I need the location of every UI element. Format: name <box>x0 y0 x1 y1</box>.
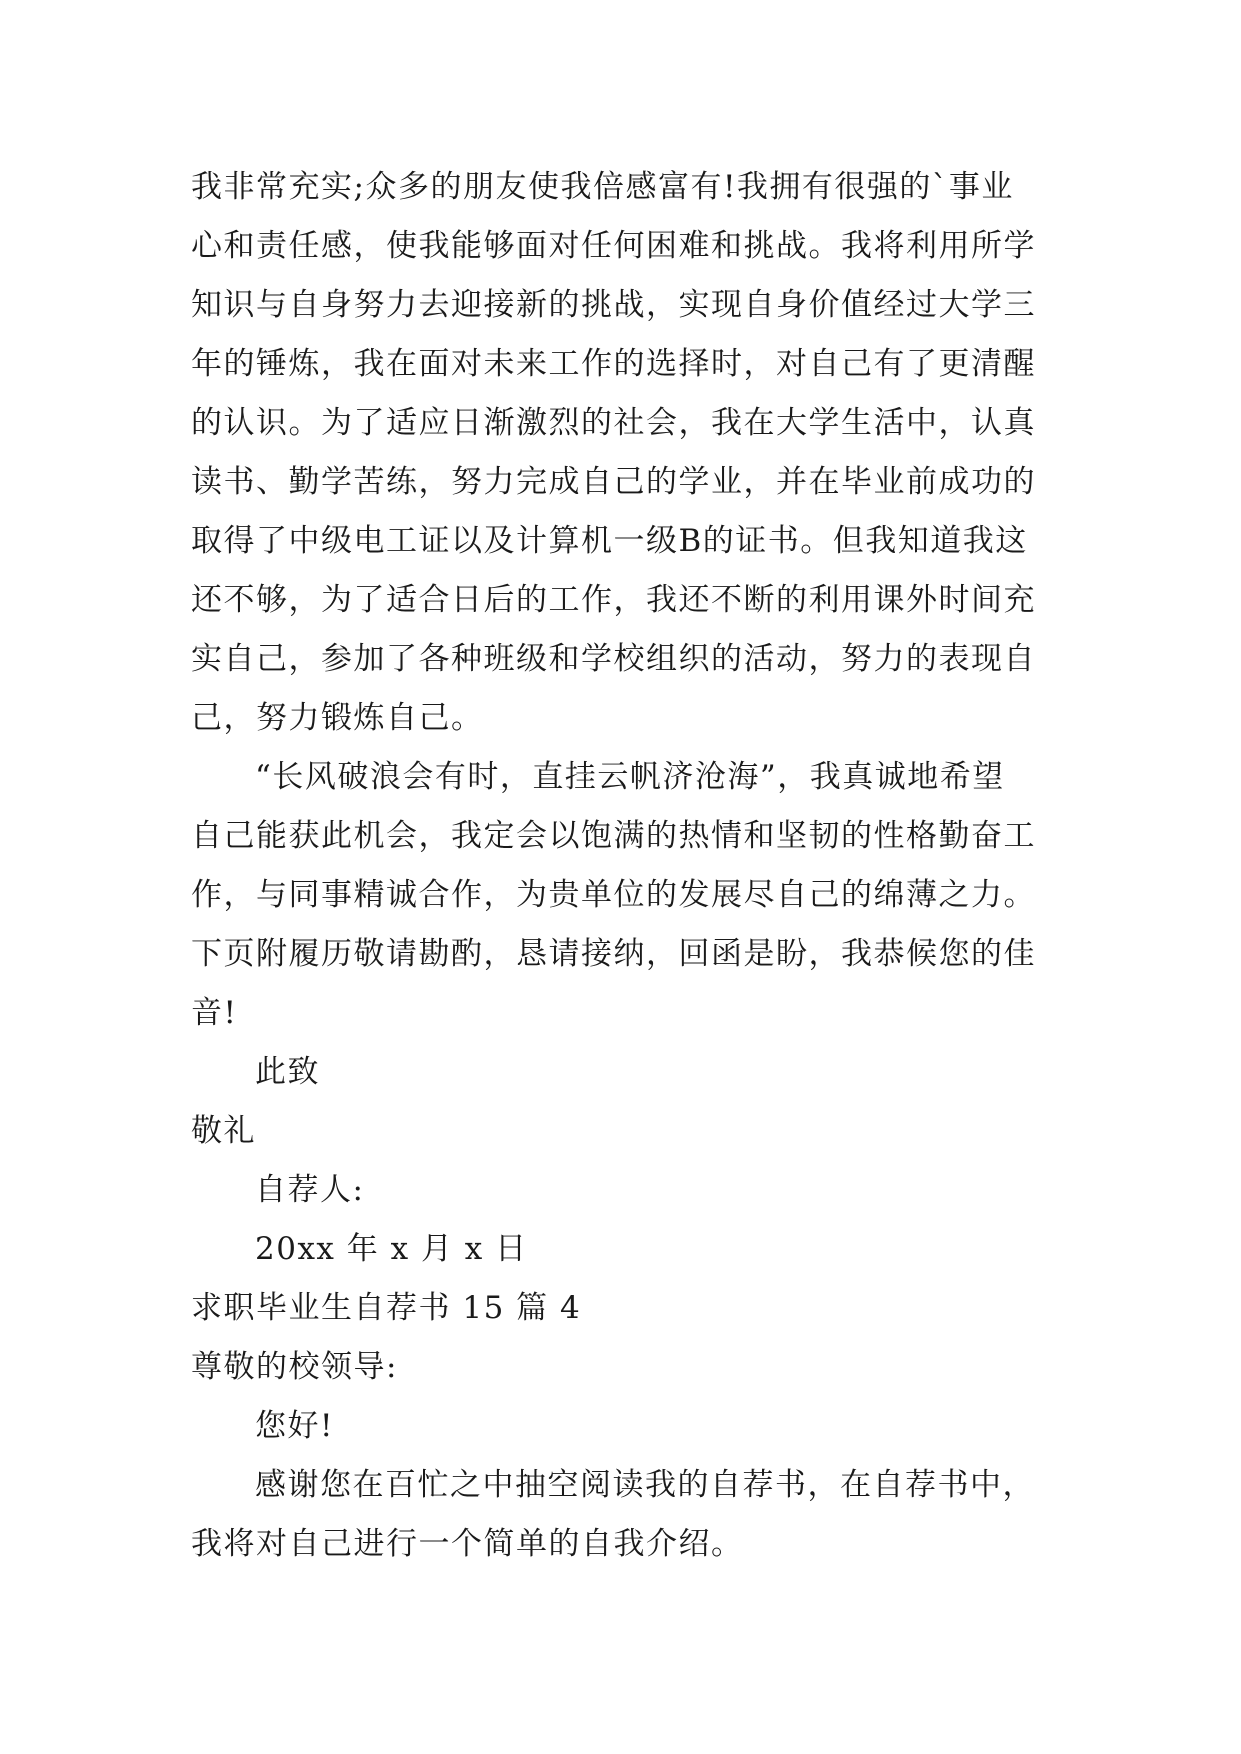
salute-line: 敬礼 <box>191 1113 256 1149</box>
paragraph-line: 感谢您在百忙之中抽空阅读我的自荐书，在自荐书中， <box>255 1467 1035 1503</box>
date-line: 20xx 年 x 月 x 日 <box>255 1231 528 1267</box>
paragraph-line: 作，与同事精诚合作，为贵单位的发展尽自己的绵薄之力。 <box>191 877 1036 913</box>
paragraph-line: 我非常充实;众多的朋友使我倍感富有!我拥有很强的`事业 <box>191 169 1014 205</box>
paragraph-line: 的认识。为了适应日渐激烈的社会，我在大学生活中，认真 <box>191 405 1036 441</box>
paragraph-line: 实自己，参加了各种班级和学校组织的活动，努力的表现自 <box>191 641 1036 677</box>
section-title: 求职毕业生自荐书 15 篇 4 <box>191 1290 582 1326</box>
paragraph-line: 我将对自己进行一个简单的自我介绍。 <box>191 1526 744 1562</box>
paragraph-line: 取得了中级电工证以及计算机一级B的证书。但我知道我这 <box>191 523 1028 559</box>
closing-line: 此致 <box>255 1054 320 1090</box>
document-body <box>191 158 1071 1574</box>
hello-line: 您好! <box>255 1408 334 1444</box>
paragraph-line: 还不够，为了适合日后的工作，我还不断的利用课外时间充 <box>191 582 1036 618</box>
greeting-line: 尊敬的校领导: <box>191 1349 398 1385</box>
signer-line: 自荐人: <box>255 1172 365 1208</box>
paragraph-line: 自己能获此机会，我定会以饱满的热情和坚韧的性格勤奋工 <box>191 818 1036 854</box>
paragraph-line: 年的锤炼，我在面对未来工作的选择时，对自己有了更清醒 <box>191 346 1036 382</box>
paragraph-line: “长风破浪会有时，直挂云帆济沧海”，我真诚地希望 <box>255 759 1005 795</box>
paragraph-line: 读书、勤学苦练，努力完成自己的学业，并在毕业前成功的 <box>191 464 1036 500</box>
paragraph-line: 音! <box>191 995 238 1031</box>
paragraph-line: 知识与自身努力去迎接新的挑战，实现自身价值经过大学三 <box>191 287 1036 323</box>
paragraph-line: 下页附履历敬请勘酌，恳请接纳，回函是盼，我恭候您的佳 <box>191 936 1036 972</box>
paragraph-line: 己，努力锻炼自己。 <box>191 700 484 736</box>
paragraph-line: 心和责任感，使我能够面对任何困难和挑战。我将利用所学 <box>191 228 1036 264</box>
